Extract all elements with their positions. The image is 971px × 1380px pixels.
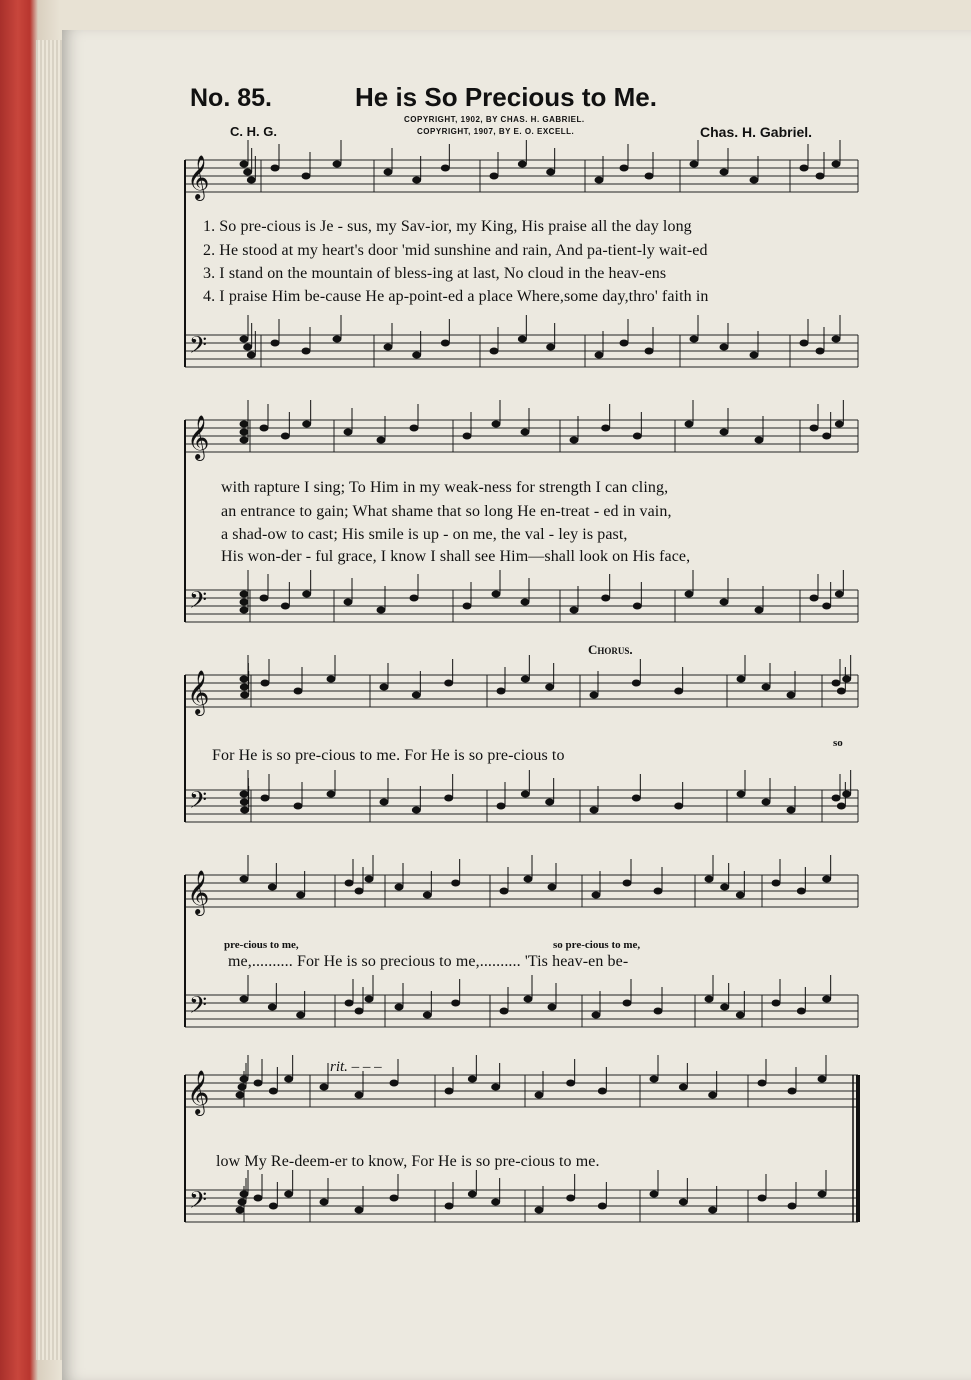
treble-note [384, 169, 393, 176]
treble-note [592, 892, 601, 899]
bass-note [412, 807, 421, 814]
treble-clef-icon: 𝄞 [187, 1070, 210, 1114]
bass-note [837, 803, 846, 810]
treble-note [797, 888, 806, 895]
treble-note [524, 876, 533, 883]
alto-echo-2: so pre-cious to me, [553, 939, 641, 951]
bass-note [524, 996, 533, 1003]
bass-note [240, 807, 249, 814]
bass-note [835, 591, 844, 598]
treble-note [240, 161, 249, 168]
bass-note [708, 1207, 717, 1214]
bass-note [500, 1008, 509, 1015]
treble-note [601, 425, 610, 432]
bass-note [296, 1012, 305, 1019]
treble-note [679, 1084, 688, 1091]
treble-note [302, 173, 311, 180]
treble-note [320, 1084, 329, 1091]
bass-note [601, 595, 610, 602]
ritardando-mark: rit. – – – [330, 1059, 382, 1075]
treble-note [451, 880, 460, 887]
bass-note [685, 591, 694, 598]
treble-note [521, 676, 530, 683]
bass-note [491, 1199, 500, 1206]
treble-note [837, 688, 846, 695]
bass-note [800, 340, 809, 347]
bass-note [797, 1008, 806, 1015]
treble-note [284, 1076, 293, 1083]
treble-note [247, 177, 256, 184]
treble-note [708, 1092, 717, 1099]
verse-4-line: 4. I praise Him be-cause He ap-point-ed a place Where,some day,thro' faith in [203, 288, 709, 305]
bass-note [521, 791, 530, 798]
treble-note [345, 880, 354, 887]
treble-note [737, 676, 746, 683]
bass-note [750, 352, 759, 359]
bass-note [320, 1199, 329, 1206]
bass-note [598, 1203, 607, 1210]
treble-note [238, 1084, 247, 1091]
bass-note [355, 1207, 364, 1214]
bass-clef-icon: 𝄢 [189, 331, 208, 364]
bass-note [268, 1004, 277, 1011]
treble-note [497, 688, 506, 695]
treble-note [545, 684, 554, 691]
chorus-label: Chorus. [588, 642, 633, 657]
treble-note [787, 692, 796, 699]
treble-note [623, 880, 632, 887]
bass-note [720, 344, 729, 351]
bass-note [755, 607, 764, 614]
bass-note [654, 1008, 663, 1015]
bass-note [822, 603, 831, 610]
bass-note [720, 1004, 729, 1011]
bass-note [490, 348, 499, 355]
bass-clef-icon: 𝄢 [189, 1186, 208, 1219]
treble-note [832, 680, 841, 687]
hymn-number: No. 85. [190, 84, 272, 112]
bass-note [395, 1004, 404, 1011]
treble-note [835, 421, 844, 428]
bass-note [247, 352, 256, 359]
treble-note [296, 892, 305, 899]
bass-note [810, 595, 819, 602]
bass-note [645, 348, 654, 355]
treble-note [240, 429, 249, 436]
bass-note [832, 795, 841, 802]
bass-note [327, 791, 336, 798]
bass-note [736, 1012, 745, 1019]
bass-note [595, 352, 604, 359]
treble-note [302, 421, 311, 428]
bass-note [788, 1203, 797, 1210]
bass-note [535, 1207, 544, 1214]
bass-note [842, 791, 851, 798]
bass-note [720, 599, 729, 606]
treble-note [254, 1080, 263, 1087]
treble-clef-icon: 𝄞 [187, 870, 210, 914]
bass-note [650, 1191, 659, 1198]
treble-note [240, 684, 249, 691]
treble-note [535, 1092, 544, 1099]
bass-note [344, 599, 353, 606]
bass-note [690, 336, 699, 343]
treble-note [548, 884, 557, 891]
verse-4-line-b: His won-der - ful grace, I know I shall see Him—shall look on His face, [221, 548, 691, 565]
treble-note [720, 884, 729, 891]
bass-note [240, 799, 249, 806]
treble-note [772, 880, 781, 887]
verse-1-line-b: with rapture I sing; To Him in my weak-ness for strength I can cling, [221, 479, 669, 496]
treble-note [546, 169, 555, 176]
bass-note [236, 1207, 245, 1214]
treble-note [595, 177, 604, 184]
treble-note [491, 1084, 500, 1091]
copyright-line-1: COPYRIGHT, 1902, BY CHAS. H. GABRIEL. [404, 115, 585, 124]
treble-note [423, 892, 432, 899]
bass-note [377, 607, 386, 614]
bass-note [365, 996, 374, 1003]
treble-note [441, 165, 450, 172]
bass-note [254, 1195, 263, 1202]
treble-note [755, 437, 764, 444]
treble-note [355, 1092, 364, 1099]
treble-note [705, 876, 714, 883]
treble-note [240, 876, 249, 883]
bass-note [548, 1004, 557, 1011]
treble-note [632, 680, 641, 687]
treble-note [800, 165, 809, 172]
bass-note [762, 799, 771, 806]
bass-note [238, 1199, 247, 1206]
treble-note [390, 1080, 399, 1087]
treble-note [240, 437, 249, 444]
bass-note [468, 1191, 477, 1198]
bass-note [758, 1195, 767, 1202]
bass-note [570, 607, 579, 614]
bass-note [240, 996, 249, 1003]
bass-note [674, 803, 683, 810]
treble-note [762, 684, 771, 691]
treble-note [690, 161, 699, 168]
copyright-line-2: COPYRIGHT, 1907, BY E. O. EXCELL. [417, 127, 575, 136]
treble-note [260, 425, 269, 432]
treble-note [685, 421, 694, 428]
bass-note [441, 340, 450, 347]
bass-note [302, 591, 311, 598]
bass-note [566, 1195, 575, 1202]
bass-note [412, 352, 421, 359]
bass-note [294, 803, 303, 810]
lyricist: C. H. G. [230, 124, 277, 139]
treble-note [500, 888, 509, 895]
bass-note [380, 799, 389, 806]
bass-note [423, 1012, 432, 1019]
treble-note [645, 173, 654, 180]
treble-note [832, 161, 841, 168]
bass-note [302, 348, 311, 355]
bass-note [590, 807, 599, 814]
treble-note [281, 433, 290, 440]
treble-note [842, 676, 851, 683]
treble-note [720, 429, 729, 436]
bass-note [623, 1000, 632, 1007]
bass-note [546, 344, 555, 351]
treble-note [822, 433, 831, 440]
treble-clef-icon: 𝄞 [187, 415, 210, 459]
bass-note [463, 603, 472, 610]
treble-note [327, 676, 336, 683]
bass-note [284, 1191, 293, 1198]
bass-note [521, 599, 530, 606]
bass-note [240, 591, 249, 598]
treble-note [261, 680, 270, 687]
treble-note [410, 425, 419, 432]
verse-2-line: 2. He stood at my heart's door 'mid sunshine and rain, And pa-tient-ly wait-ed [203, 242, 708, 259]
treble-note [633, 433, 642, 440]
verse-3-line-b: a shad-ow to cast; His smile is up - on me, the val - ley is past, [221, 526, 628, 543]
bass-note [240, 607, 249, 614]
treble-note [620, 165, 629, 172]
bass-note [772, 1000, 781, 1007]
bass-note [497, 803, 506, 810]
treble-note [650, 1076, 659, 1083]
treble-note [377, 437, 386, 444]
treble-note [736, 892, 745, 899]
bass-note [444, 795, 453, 802]
chorus-lyrics-1: For He is so pre-cious to me. For He is so pre-cious to [212, 747, 565, 764]
chorus-lyrics-3: low My Re-deem-er to know, For He is so pre-cious to me. [216, 1153, 600, 1170]
treble-note [750, 177, 759, 184]
chorus-lyrics-2: me,.......... For He is so precious to me,.......... 'Tis heav-en be- [228, 953, 629, 970]
bass-note [787, 807, 796, 814]
treble-note [444, 680, 453, 687]
treble-note [822, 876, 831, 883]
bass-note [492, 591, 501, 598]
alto-echo-so: so [833, 737, 843, 749]
treble-note [365, 876, 374, 883]
bass-note [243, 344, 252, 351]
treble-note [654, 888, 663, 895]
treble-note [521, 429, 530, 436]
treble-note [490, 173, 499, 180]
treble-note [463, 433, 472, 440]
treble-note [445, 1088, 454, 1095]
bass-note [705, 996, 714, 1003]
bass-note [269, 1203, 278, 1210]
bass-note [410, 595, 419, 602]
treble-note [240, 421, 249, 428]
treble-note [412, 177, 421, 184]
bass-note [355, 1008, 364, 1015]
bass-note [816, 348, 825, 355]
treble-note [236, 1092, 245, 1099]
bass-note [384, 344, 393, 351]
treble-note [570, 437, 579, 444]
bass-note [261, 795, 270, 802]
bass-note [451, 1000, 460, 1007]
bass-note [240, 791, 249, 798]
hymn-title: He is So Precious to Me. [355, 82, 657, 112]
treble-note [810, 425, 819, 432]
treble-note [758, 1080, 767, 1087]
bass-note [271, 340, 280, 347]
bass-note [632, 795, 641, 802]
treble-note [380, 684, 389, 691]
treble-note [518, 161, 527, 168]
treble-note [674, 688, 683, 695]
treble-note [816, 173, 825, 180]
bass-note [445, 1203, 454, 1210]
treble-note [271, 165, 280, 172]
bass-note [633, 603, 642, 610]
treble-note [468, 1076, 477, 1083]
treble-note [818, 1076, 827, 1083]
bass-note [518, 336, 527, 343]
treble-note [240, 692, 249, 699]
bass-clef-icon: 𝄢 [189, 786, 208, 819]
bass-note [737, 791, 746, 798]
verse-1-line: 1. So pre-cious is Je - sus, my Sav-ior, my King, His praise all the day long [203, 218, 692, 235]
treble-note [412, 692, 421, 699]
treble-note [590, 692, 599, 699]
bass-note [240, 599, 249, 606]
bass-note [333, 336, 342, 343]
bass-note [818, 1191, 827, 1198]
treble-note [333, 161, 342, 168]
treble-note [355, 888, 364, 895]
bass-note [545, 799, 554, 806]
treble-note [344, 429, 353, 436]
alto-echo-1: pre-cious to me, [224, 939, 299, 951]
treble-note [268, 884, 277, 891]
bass-clef-icon: 𝄢 [189, 586, 208, 619]
bass-note [832, 336, 841, 343]
bass-note [345, 1000, 354, 1007]
treble-note [598, 1088, 607, 1095]
bass-note [822, 996, 831, 1003]
treble-clef-icon: 𝄞 [187, 670, 210, 714]
treble-note [240, 676, 249, 683]
treble-note [566, 1080, 575, 1087]
verse-3-line: 3. I stand on the mountain of bless-ing at last, No cloud in the heav-ens [203, 265, 667, 282]
treble-note [720, 169, 729, 176]
treble-note [395, 884, 404, 891]
composer: Chas. H. Gabriel. [700, 124, 813, 140]
treble-note [243, 169, 252, 176]
bass-note [240, 336, 249, 343]
bass-note [260, 595, 269, 602]
treble-note [492, 421, 501, 428]
treble-note [788, 1088, 797, 1095]
bass-note [620, 340, 629, 347]
treble-note [294, 688, 303, 695]
treble-clef-icon: 𝄞 [187, 155, 210, 199]
bass-note [592, 1012, 601, 1019]
bass-note [679, 1199, 688, 1206]
bass-clef-icon: 𝄢 [189, 991, 208, 1024]
verse-2-line-b: an entrance to gain; What shame that so long He en-treat - ed in vain, [221, 503, 672, 520]
bass-note [281, 603, 290, 610]
treble-note [269, 1088, 278, 1095]
bass-note [390, 1195, 399, 1202]
